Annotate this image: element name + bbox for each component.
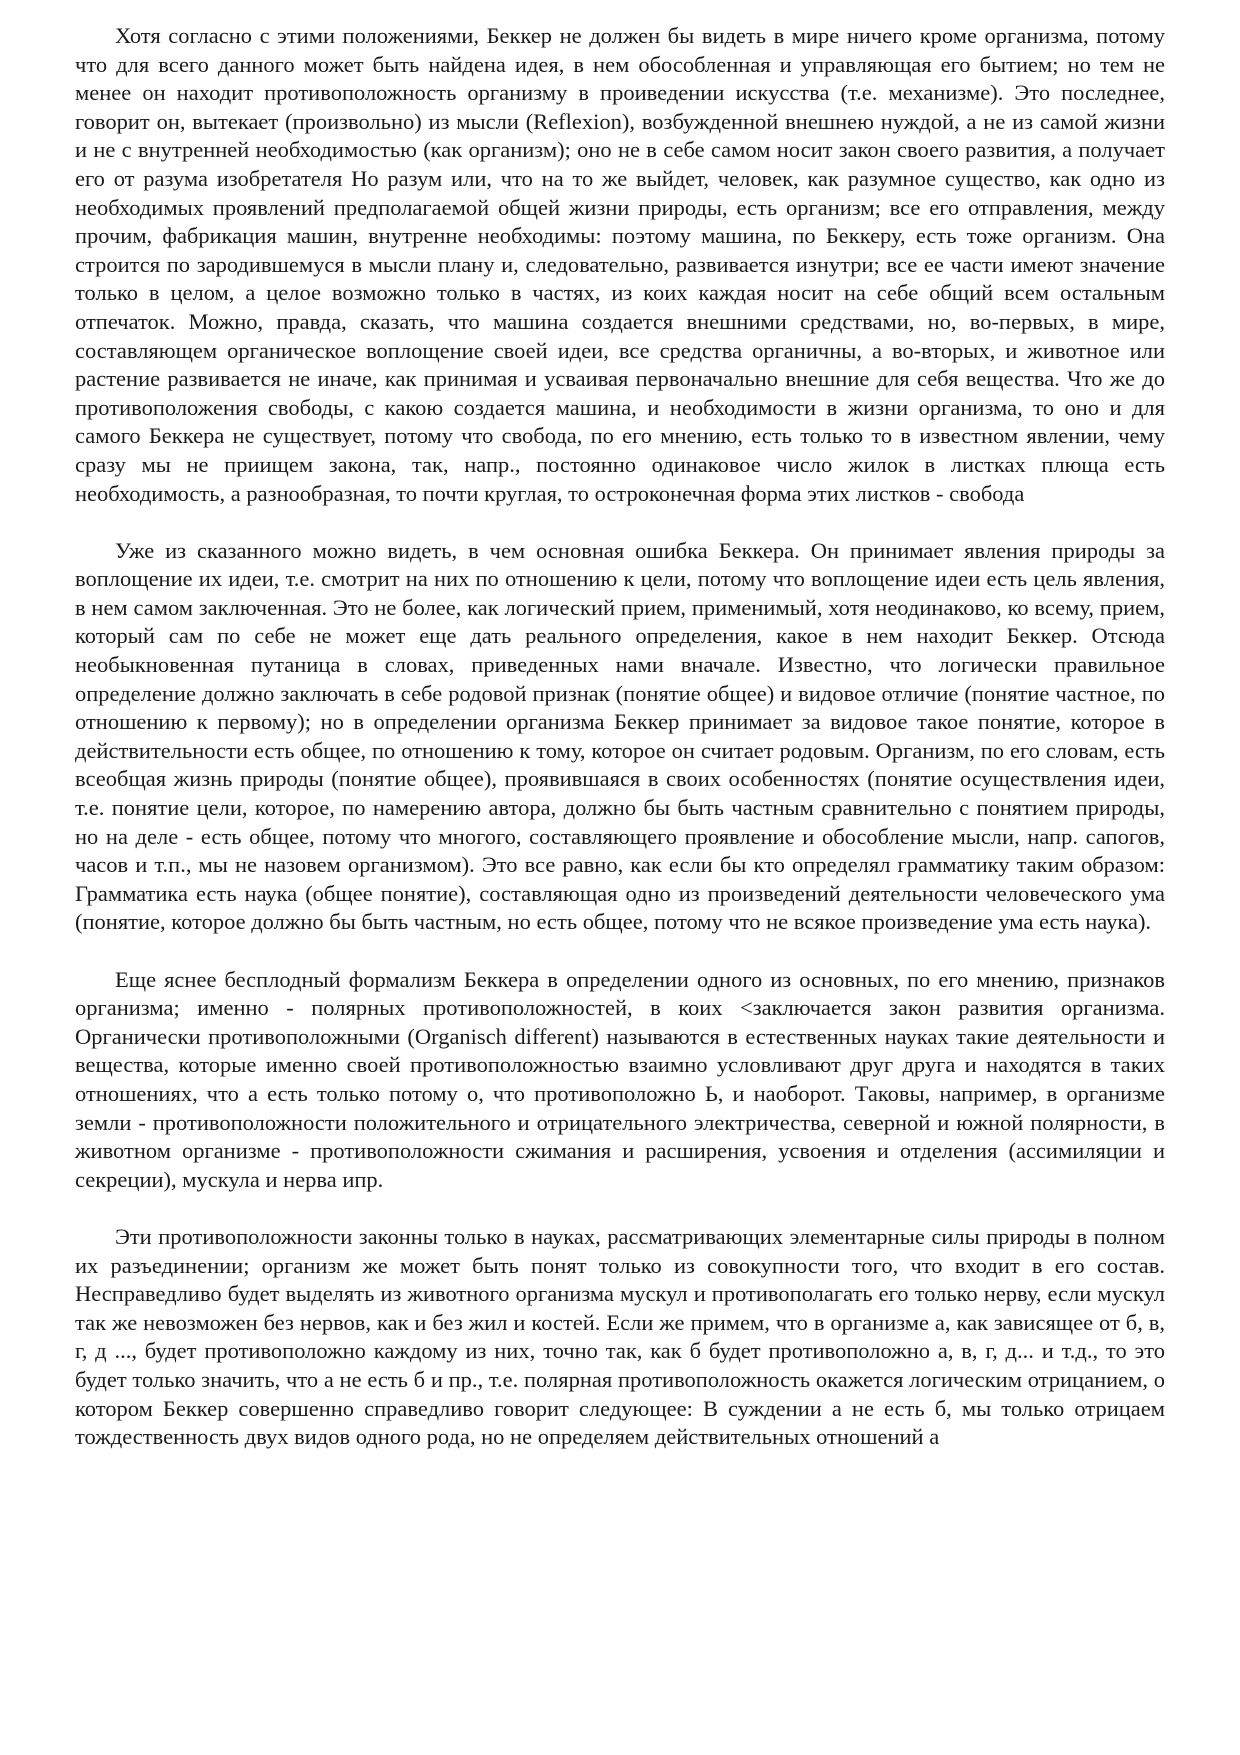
paragraph-4: Эти противоположности законны только в науках, рассматривающих элементарные силы природы в полном их разъединении; организм же может быть понят только из совокупности того, что входит в его состав. Несправедливо будет выделять из животного организма мускул и противополагать его только нерву, если мускул так же невозможен без нервов, как и без жил и костей. Если же примем, что в организме а, как зависящее от б, в, г, д ..., будет противоположно каждому из них, точно так, как б будет противоположно а, в, г, д... и т.д., то это будет только значить, что а не есть б и пр., т.е. полярная противоположность окажется логическим отрицанием, о котором Беккер совершенно справедливо говорит следующее: В суждении а не есть б, мы только отрицаем тождественность двух видов одного рода, но не определяем действительных отношений а bbox=[75, 1223, 1165, 1450]
paragraph-3: Еще яснее бесплодный формализм Беккера в определении одного из основных, по его мнению, признаков организма; именно - полярных противоположностей, в коих <заключается закон развития организма. Органически противоположными (Organisch different) называются в естественных науках такие деятельности и вещества, которые именно своей противоположностью взаимно условливают друг друга и находятся в таких отношениях, что а есть только потому о, что противоположно Ь, и наоборот. Таковы, например, в организме земли - противоположности положительного и отрицательного электричества, северной и южной полярности, в животном организме - противоположности сжимания и расширения, усвоения и отделения (ассимиляции и секреции), мускула и нерва ипр. bbox=[75, 966, 1165, 1192]
document-page bbox=[75, 22, 1165, 1452]
paragraph-2: Уже из сказанного можно видеть, в чем основная ошибка Беккера. Он принимает явления природы за воплощение их идеи, т.е. смотрит на них по отношению к цели, потому что воплощение идеи есть цель явления, в нем самом заключенная. Это не более, как логический прием, применимый, хотя неодинаково, ко всему, прием, который сам по себе не может еще дать реального определения, какое в нем находит Беккер. Отсюда необыкновенная путаница в словах, приведенных нами вначале. Известно, что логически правильное определение должно заключать в себе родовой признак (понятие общее) и видовое отличие (понятие частное, по отношению к первому); но в определении организма Беккер принимает за видовое такое понятие, которое в действительности есть общее, по отношению к тому, которое он считает родовым. Организм, по его словам, есть всеобщая жизнь природы (понятие общее), проявившаяся в своих особенностях (понятие осуществления идеи, т.е. понятие цели, которое, по намерению автора, должно бы быть частным сравнительно с понятием природы, но на деле - есть общее, потому что многого, составляющего проявление и обособление мысли, напр. сапогов, часов и т.п., мы не назовем организмом). Это все равно, как если бы кто определял грамматику таким образом: Грамматика есть наука (общее понятие), составляющая одно из произведений деятельности человеческого ума (понятие, которое должно бы быть частным, но есть общее, потому что не всякое произведение ума есть наука). bbox=[75, 537, 1165, 935]
paragraph-1: Хотя согласно с этими положениями, Беккер не должен бы видеть в мире ничего кроме организма, потому что для всего данного может быть найдена идея, в нем обособленная и управляющая его бытием; но тем не менее он находит противоположность организму в проиведении искусства (т.е. механизме). Это последнее, говорит он, вытекает (произвольно) из мысли (Reflexion), возбужденной внешнею нуждой, а не из самой жизни и не с внутренней необходимостью (как организм); оно не в себе самом носит закон своего развития, а получает его от разума изобретателя Но разум или, что на то же выйдет, человек, как разумное существо, как одно из необходимых проявлений предполагаемой общей жизни природы, есть организм; все его отправления, между прочим, фабрикация машин, внутренне необходимы: поэтому машина, по Беккеру, есть тоже организм. Она строится по зародившемуся в мысли плану и, следовательно, развивается изнутри; все ее части имеют значение только в целом, а целое возможно только в частях, из коих каждая носит на себе общий всем остальным отпечаток. Можно, правда, сказать, что машина создается внешними средствами, но, во-первых, в мире, составляющем органическое воплощение своей идеи, все средства органичны, а во-вторых, и животное или растение развивается не иначе, как принимая и усваивая первоначально внешние для себя вещества. Что же до противоположения свободы, с какою создается машина, и необходимости в жизни организма, то оно и для самого Беккера не существует, потому что свобода, по его мнению, есть только то в известном явлении, чему сразу мы не приищем закона, так, напр., постоянно одинаковое число жилок в листках плюща есть необходимость, а разнообразная, то почти круглая, то остроконечная форма этих листков - свобода bbox=[75, 23, 1165, 506]
